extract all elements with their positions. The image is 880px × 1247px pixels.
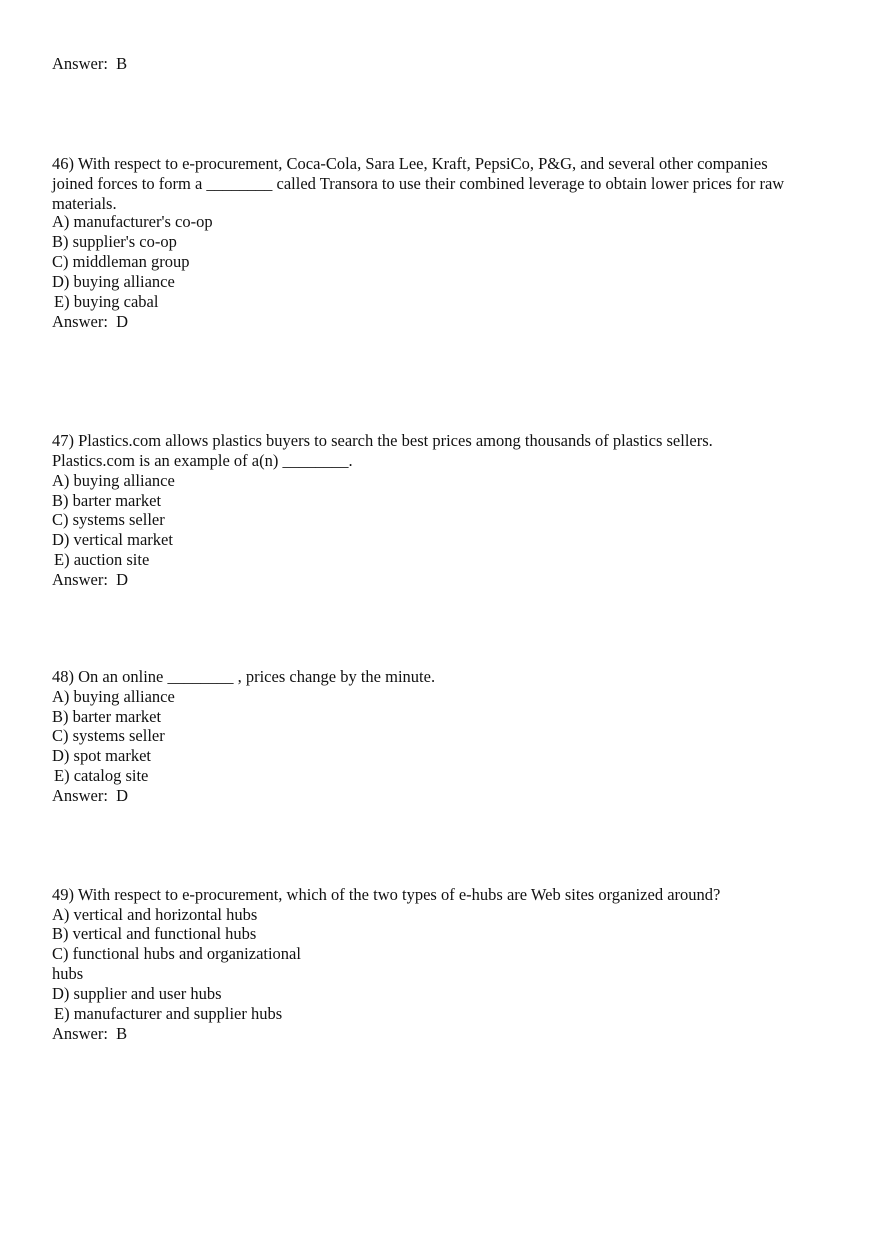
option-e: E) manufacturer and supplier hubs — [54, 1004, 283, 1023]
answer-line: Answer: D — [52, 570, 129, 589]
option-b: B) barter market — [52, 707, 162, 726]
question-stem-line: 49) With respect to e-procurement, which of the two types of e-hubs are Web sites organized around? — [52, 885, 721, 904]
option-e: E) catalog site — [54, 766, 149, 785]
option-b: B) vertical and functional hubs — [52, 924, 257, 943]
option-e: E) auction site — [54, 550, 150, 569]
option-c: C) systems seller — [52, 510, 165, 529]
option-b: B) barter market — [52, 491, 162, 510]
question-stem-line: 46) With respect to e-procurement, Coca-Cola, Sara Lee, Kraft, PepsiCo, P&G, and several other companies — [52, 154, 768, 173]
question-stem-line: materials. — [52, 194, 117, 213]
option-d: D) vertical market — [52, 530, 173, 549]
answer-line: Answer: B — [52, 1024, 128, 1043]
option-c: C) systems seller — [52, 726, 165, 745]
option-d: D) buying alliance — [52, 272, 175, 291]
option-e: E) buying cabal — [54, 292, 159, 311]
option-a: A) buying alliance — [52, 687, 175, 706]
answer-line: Answer: D — [52, 786, 129, 805]
question-stem-line: joined forces to form a ________ called Transora to use their combined leverage to obtain lower prices for raw — [52, 174, 785, 193]
option-d: D) supplier and user hubs — [52, 984, 222, 1003]
option-b: B) supplier's co-op — [52, 232, 177, 251]
option-a: A) buying alliance — [52, 471, 175, 490]
option-c-continuation: hubs — [52, 964, 84, 983]
option-d: D) spot market — [52, 746, 151, 765]
option-a: A) manufacturer's co-op — [52, 212, 213, 231]
question-stem-line: 47) Plastics.com allows plastics buyers to search the best prices among thousands of plastics sellers. — [52, 431, 713, 450]
answer-line: Answer: D — [52, 312, 129, 331]
question-stem-line: 48) On an online ________ , prices change by the minute. — [52, 667, 436, 686]
answer-line: Answer: B — [52, 54, 128, 73]
option-c: C) middleman group — [52, 252, 190, 271]
question-stem-line: Plastics.com is an example of a(n) ________. — [52, 451, 353, 470]
option-c: C) functional hubs and organizational — [52, 944, 301, 963]
option-a: A) vertical and horizontal hubs — [52, 905, 258, 924]
